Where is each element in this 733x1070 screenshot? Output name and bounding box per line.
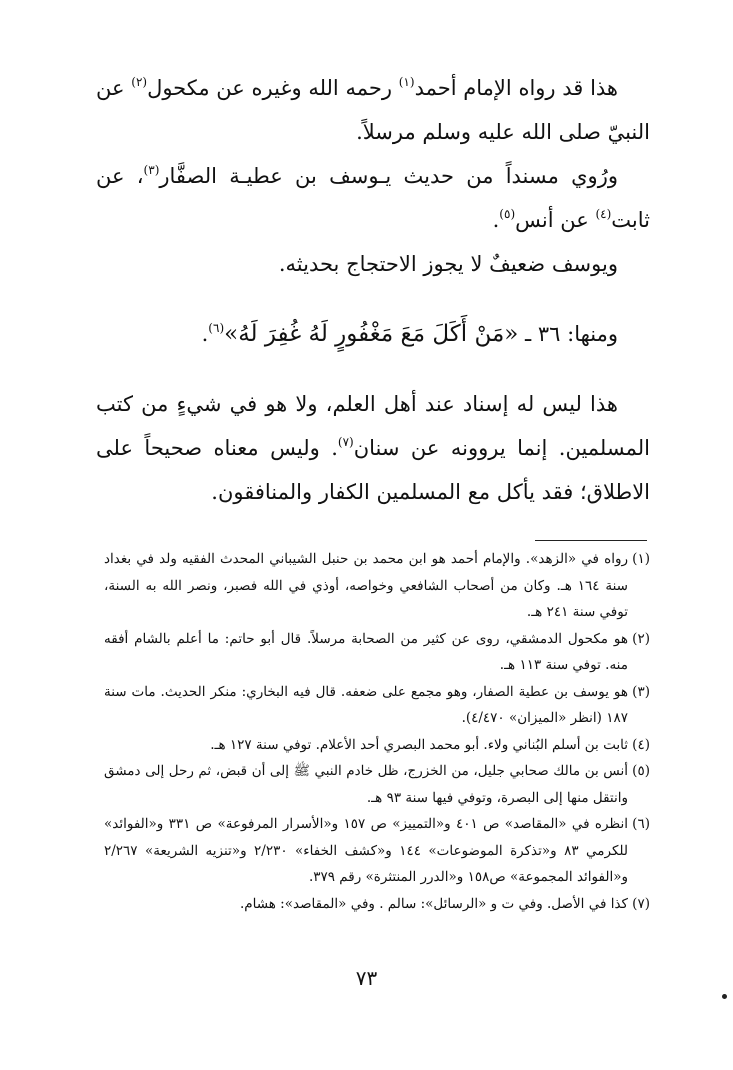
paragraph-1-text-c: عن النبيّ صلى الله عليه وسلم مرسلاً. <box>96 76 650 144</box>
footnote-text: كذا في الأصل. وفي ت و «الرسائل»: سالم . وفي «المقاصد»: هشام. <box>239 895 628 912</box>
footnote-number: (٧) <box>632 895 650 912</box>
paragraph-5-text-b: . وليس معناه صحيحاً على الاطلاق؛ فقد يأكل مع المسلمين الكفار والمنافقون. <box>96 436 650 504</box>
hadith-number: ومنها: ٣٦ ـ <box>518 322 618 346</box>
paragraph-2-text-d: . <box>492 208 500 232</box>
footnotes <box>104 546 650 917</box>
footnote-5 <box>104 758 650 811</box>
footnote-text: هو يوسف بن عطية الصفار، وهو مجمع على ضعفه. قال فيه البخاري: منكر الحديث. مات سنة ١٨٧ (انظر «الميزان» ٤/٤٧٠). <box>104 683 628 726</box>
paragraph-4 <box>96 312 650 356</box>
footnote-ref-6: (٦) <box>208 321 225 335</box>
paragraph-4-end: . <box>201 322 209 346</box>
paragraph-2-text-c: عن أنس <box>515 208 596 232</box>
footnote-number: (١) <box>632 551 650 567</box>
hadith-text: «مَنْ أَكَلَ مَعَ مَغْفُورٍ لَهُ غُفِرَ لَهُ» <box>224 321 519 347</box>
footnote-ref-5: (٥) <box>499 207 516 221</box>
footnote-text: ثابت بن أسلم البُناني ولاء. أبو محمد البصري أحد الأعلام. توفي سنة ١٢٧ هـ. <box>210 736 628 753</box>
scan-speck <box>722 994 727 999</box>
footnote-text: هو مكحول الدمشقي، روى عن كثير من الصحابة مرسلاً. قال أبو حاتم: ما أعلم بالشام أفقه منه. توفي سنة ١١٣ هـ. <box>104 630 628 673</box>
footnote-number: (٦) <box>632 816 650 832</box>
footnote-separator <box>535 540 647 541</box>
main-text <box>96 66 650 514</box>
footnote-ref-4: (٤) <box>595 207 612 221</box>
paragraph-1-text-a: هذا قد رواه الإمام أحمد <box>414 76 618 100</box>
footnote-ref-1: (١) <box>398 75 415 89</box>
footnote-ref-2: (٢) <box>131 75 148 89</box>
footnote-ref-7: (٧) <box>337 435 354 449</box>
footnote-number: (٣) <box>632 683 650 700</box>
footnote-4 <box>104 732 650 759</box>
footnote-7 <box>104 891 650 918</box>
paragraph-1 <box>96 66 650 154</box>
paragraph-2-text-b: ، عن ثابت <box>96 164 650 232</box>
footnote-number: (٤) <box>632 736 650 753</box>
footnote-6 <box>104 811 650 891</box>
paragraph-3 <box>96 242 650 286</box>
footnote-text: انظره في «المقاصد» ص ٤٠١ و«التمييز» ص ١٥٧ و«الأسرار المرفوعة» ص ٣٣١ و«الفوائد» للكرمي ٨٣ و«تذكرة الموضوعات» ١٤٤ و«كشف الخفاء» ٢/٢٣٠ و«تنزيه الشريعة» ٢/٢٦٧ و«الفوائد المجموعة» ص١٥٨ و«الدرر المنتثرة» رقم ٣٧٩. <box>104 816 628 885</box>
paragraph-2 <box>96 154 650 242</box>
paragraph-2-text-a: ورُوي مسنداً من حديث يـوسف بن عطيـة الصفَّار <box>159 164 618 188</box>
paragraph-3-text: ويوسف ضعيفٌ لا يجوز الاحتجاج بحديثه. <box>278 252 618 276</box>
footnote-ref-3: (٣) <box>143 163 160 177</box>
footnote-text: رواه في «الزهد». والإمام أحمد هو ابن محمد بن حنبل الشيباني المحدث الفقيه ولد في بغداد سنة ١٦٤ هـ. وكان من أصحاب الشافعي وخواصه، أوذي في الله فصبر، ونصر الله به السنة، توفي سنة ٢٤١ هـ. <box>104 551 628 620</box>
paragraph-5 <box>96 382 650 514</box>
paragraph-1-text-b: رحمه الله وغيره عن مكحول <box>147 76 399 100</box>
footnote-3 <box>104 679 650 732</box>
paragraph-5-text-a: هذا ليس له إسناد عند أهل العلم، ولا هو في شيءٍ من كتب المسلمين. إنما يروونه عن سنان <box>96 392 650 460</box>
footnote-2 <box>104 626 650 679</box>
footnote-1 <box>104 546 650 626</box>
footnote-number: (٢) <box>632 630 650 647</box>
footnote-text: أنس بن مالك صحابي جليل، من الخزرج، ظل خادم النبي ﷺ إلى أن قبض، ثم رحل إلى دمشق وانتقل منها إلى البصرة، وتوفي فيها سنة ٩٣ هـ. <box>104 763 628 806</box>
footnote-number: (٥) <box>632 763 650 779</box>
page-number: ٧٣ <box>355 966 378 990</box>
